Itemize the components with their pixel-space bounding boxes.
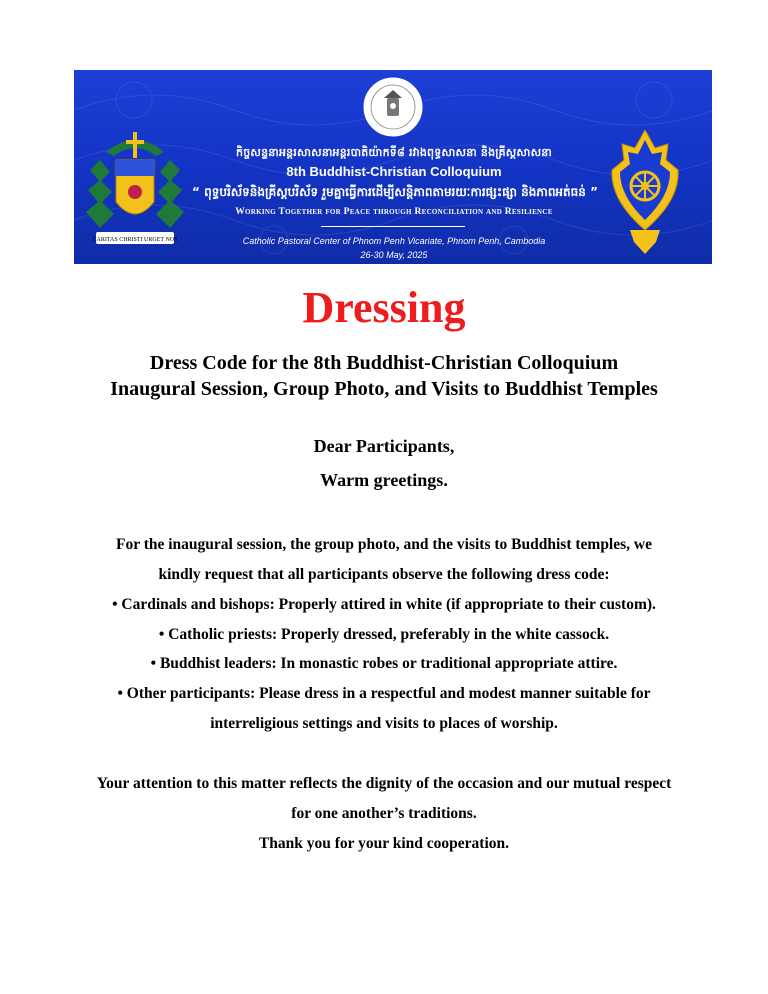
dicastery-seal-icon: [362, 76, 424, 138]
bullet-other-participants-cont: interreligious settings and visits to places of worship.: [210, 715, 558, 732]
bullet-catholic-priests: • Catholic priests: Properly dressed, preferably in the white cassock.: [158, 626, 610, 643]
subtitle-line-1: Dress Code for the 8th Buddhist-Christian Colloquium: [149, 352, 619, 374]
greeting: Warm greetings.: [320, 470, 448, 490]
banner-khmer-title: កិច្ចសន្ទនាអន្តរសាសនាអន្តរបាតិយ៉ាកទី៨ រវាងពុទ្ធសាសនា និងគ្រីស្តសាសនា: [236, 146, 552, 159]
intro-line-2: kindly request that all participants observe the following dress code:: [158, 566, 610, 583]
banner-khmer-theme: “ ពុទ្ធបរិស័ទនិងគ្រីស្តបរិស័ទ រួមគ្នាធ្វើការដើម្បីសន្តិភាពតាមរយៈការផ្សះផ្សា និងភាពអត់ធន់ ”: [192, 185, 598, 199]
subtitle-line-2: Inaugural Session, Group Photo, and Visits to Buddhist Temples: [110, 378, 658, 400]
banner-venue: Catholic Pastoral Center of Phnom Penh Vicariate, Phnom Penh, Cambodia: [242, 236, 546, 246]
closing-line-1: Your attention to this matter reflects the dignity of the occasion and our mutual respect: [96, 775, 672, 792]
banner-title: 8th Buddhist-Christian Colloquium: [286, 164, 502, 179]
colloquium-banner: [74, 70, 712, 264]
banner-subtitle: Working Together for Peace through Reconciliation and Resilience: [235, 207, 553, 217]
intro-line-1: For the inaugural session, the group photo, and the visits to Buddhist temples, we: [116, 536, 652, 553]
banner-dates: 26-30 May, 2025: [360, 250, 428, 260]
bullet-buddhist-leaders: • Buddhist leaders: In monastic robes or traditional appropriate attire.: [150, 655, 618, 672]
banner-divider: [321, 226, 465, 227]
buddhist-dharma-wheel-emblem-icon: [610, 130, 680, 256]
crest-motto: CARITAS CHRISTI URGET NOS: [92, 237, 178, 243]
closing-line-2: for one another’s traditions.: [291, 805, 477, 822]
page-title: Dressing: [302, 283, 466, 332]
thank-you-line: Thank you for your kind cooperation.: [258, 835, 510, 852]
bullet-other-participants: • Other participants: Please dress in a respectful and modest manner suitable for: [117, 685, 651, 702]
bullet-cardinals-bishops: • Cardinals and bishops: Properly attired in white (if appropriate to their custom).: [112, 596, 656, 613]
salutation: Dear Participants,: [313, 436, 455, 456]
